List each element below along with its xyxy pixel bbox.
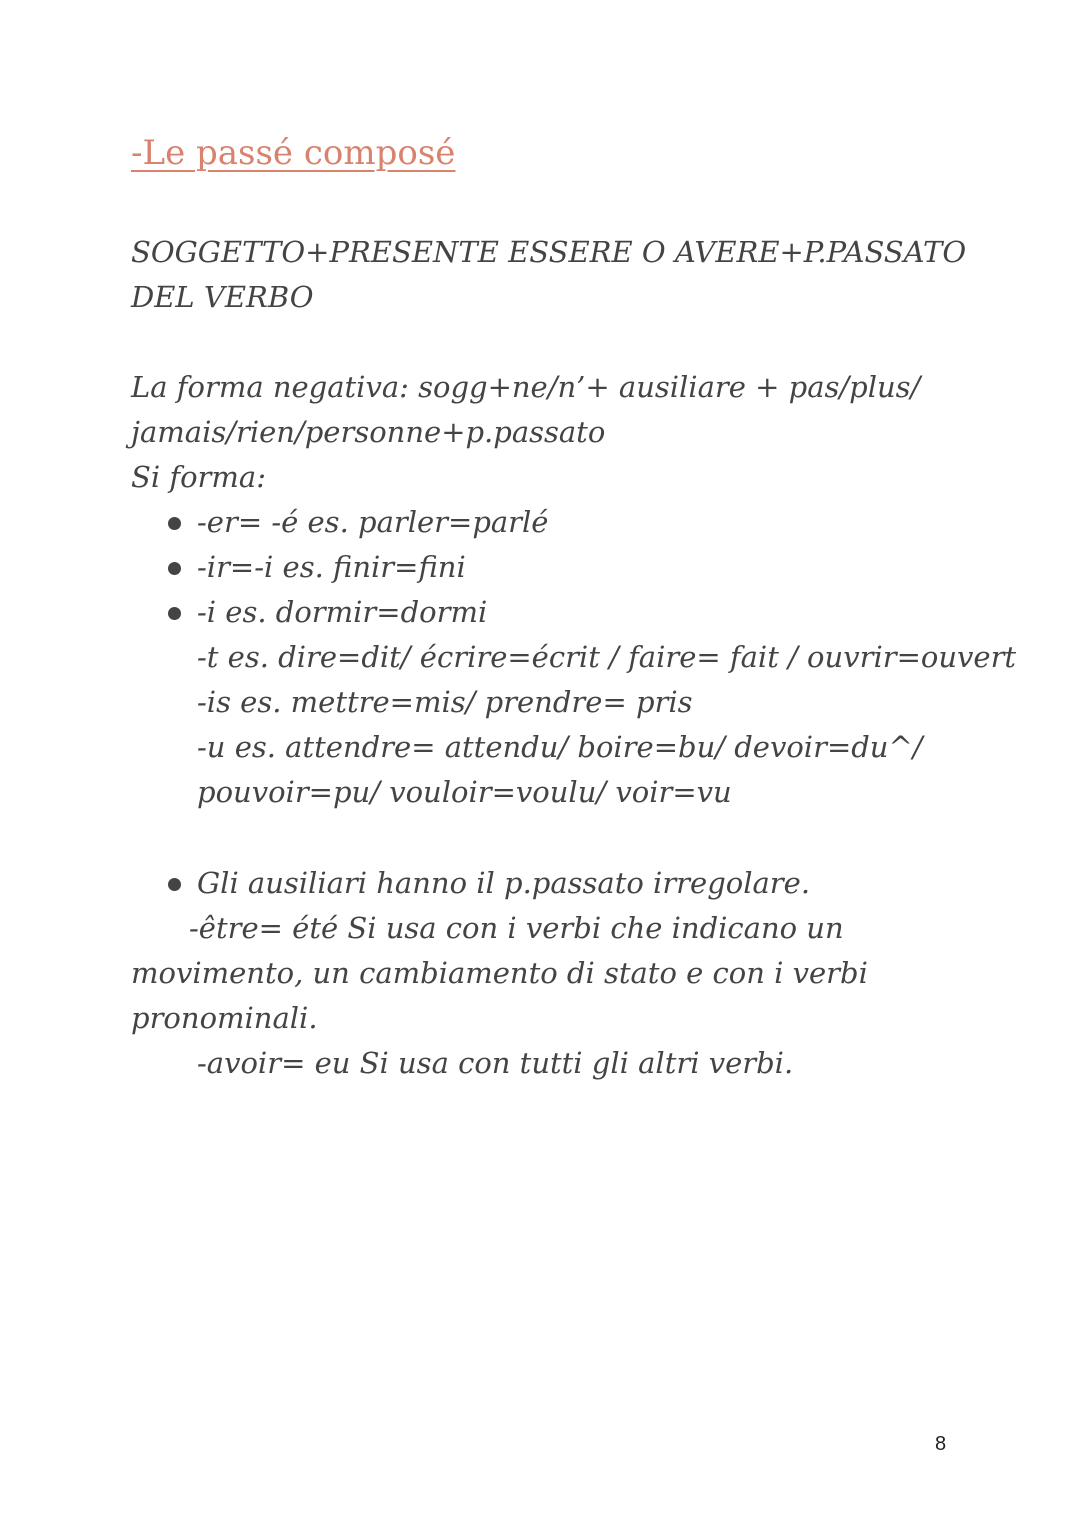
avoir-line: -avoir= eu Si usa con tutti gli altri verbi. (197, 1046, 794, 1080)
list-item (160, 590, 1016, 635)
formula-block (131, 230, 966, 320)
bullet-icon (168, 517, 181, 530)
ending-is: -is es. mettre=mis/ prendre= pris (197, 685, 693, 719)
section-title: -Le passé composé (131, 133, 456, 173)
ending-t: -t es. dire=dit/ écrire=écrit / faire= fait / ouvrir=ouvert (197, 640, 1017, 674)
negative-form-line: La forma negativa: sogg+ne/n’+ ausiliare + pas/plus/ (131, 370, 921, 404)
formula-line: SOGGETTO+PRESENTE ESSERE O AVERE+P.PASSATO (131, 235, 967, 269)
auxiliaries-list (160, 861, 810, 906)
etre-line: pronominali. (131, 1001, 318, 1035)
list-item (160, 545, 1016, 590)
etre-line: -être= été Si usa con i verbi che indicano un (189, 911, 844, 945)
page-number: 8 (935, 1433, 947, 1455)
bullet-icon (168, 878, 181, 891)
list-item (160, 500, 1016, 545)
ending-ir: -ir=-i es. finir=fini (197, 550, 466, 584)
ending-u: -u es. attendre= attendu/ boire=bu/ devoir=du^/ (197, 730, 923, 764)
auxiliaries-details (131, 906, 868, 1086)
ending-u-continued: pouvoir=pu/ vouloir=voulu/ voir=vu (197, 775, 732, 809)
ending-er: -er= -é es. parler=parlé (197, 505, 549, 539)
bullet-icon (168, 607, 181, 620)
endings-list (160, 500, 1016, 815)
ending-i: -i es. dormir=dormi (197, 595, 488, 629)
auxiliaries-note: Gli ausiliari hanno il p.passato irregolare. (197, 866, 811, 900)
bullet-icon (168, 562, 181, 575)
negative-form-line: jamais/rien/personne+p.passato (131, 415, 606, 449)
negative-form-block (131, 365, 920, 500)
etre-line: movimento, un cambiamento di stato e con i verbi (131, 956, 868, 990)
list-item (160, 861, 810, 906)
formation-label: Si forma: (131, 460, 266, 494)
formula-line: DEL VERBO (131, 280, 314, 314)
